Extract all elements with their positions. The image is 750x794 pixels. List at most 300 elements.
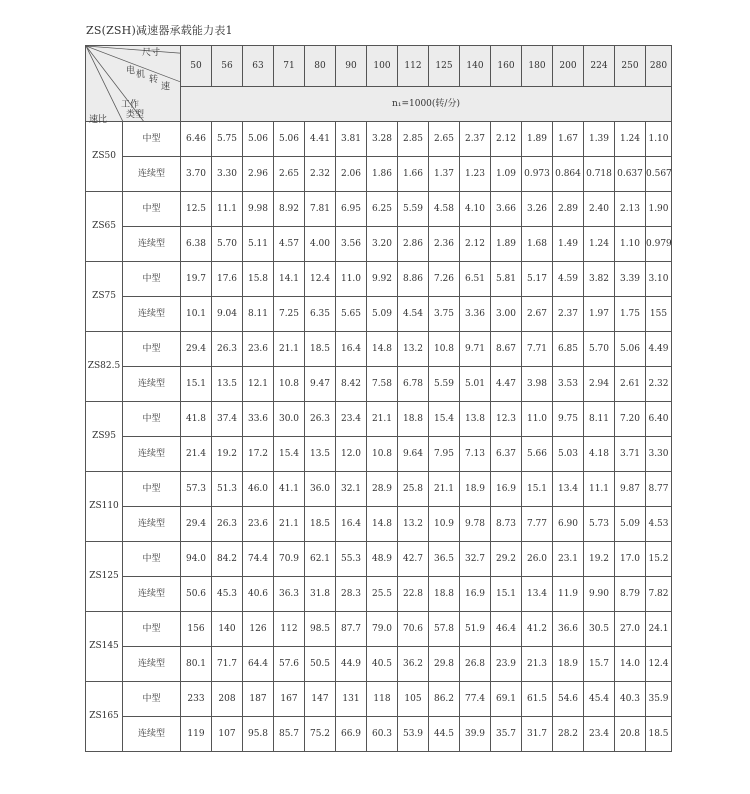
value-cell: 23.4	[584, 717, 615, 752]
value-cell: 5.59	[398, 192, 429, 227]
value-cell: 8.73	[491, 507, 522, 542]
value-cell: 112	[274, 612, 305, 647]
value-cell: 2.12	[460, 227, 491, 262]
value-cell: 3.53	[553, 367, 584, 402]
value-cell: 0.567	[646, 157, 672, 192]
value-cell: 7.20	[615, 402, 646, 437]
value-cell: 18.8	[429, 577, 460, 612]
type-cell: 连续型	[123, 227, 181, 262]
value-cell: 2.85	[398, 122, 429, 157]
value-cell: 15.1	[181, 367, 212, 402]
value-cell: 10.8	[367, 437, 398, 472]
value-cell: 31.7	[522, 717, 553, 752]
value-cell: 1.10	[615, 227, 646, 262]
value-cell: 1.37	[429, 157, 460, 192]
type-cell: 中型	[123, 262, 181, 297]
value-cell: 12.5	[181, 192, 212, 227]
value-cell: 15.1	[522, 472, 553, 507]
value-cell: 36.6	[553, 612, 584, 647]
size-header-cell: 160	[491, 46, 522, 87]
value-cell: 39.9	[460, 717, 491, 752]
table-row	[86, 437, 672, 472]
value-cell: 25.8	[398, 472, 429, 507]
value-cell: 51.3	[212, 472, 243, 507]
value-cell: 2.13	[615, 192, 646, 227]
size-header-cell: 71	[274, 46, 305, 87]
value-cell: 11.9	[553, 577, 584, 612]
value-cell: 23.1	[553, 542, 584, 577]
value-cell: 33.6	[243, 402, 274, 437]
value-cell: 80.1	[181, 647, 212, 682]
value-cell: 140	[212, 612, 243, 647]
value-cell: 12.4	[646, 647, 672, 682]
value-cell: 4.18	[584, 437, 615, 472]
value-cell: 8.77	[646, 472, 672, 507]
value-cell: 57.8	[429, 612, 460, 647]
value-cell: 0.718	[584, 157, 615, 192]
value-cell: 46.4	[491, 612, 522, 647]
table-row	[86, 682, 672, 717]
value-cell: 7.71	[522, 332, 553, 367]
value-cell: 9.71	[460, 332, 491, 367]
value-cell: 2.32	[646, 367, 672, 402]
value-cell: 5.01	[460, 367, 491, 402]
value-cell: 118	[367, 682, 398, 717]
value-cell: 5.73	[584, 507, 615, 542]
size-header-cell: 100	[367, 46, 398, 87]
value-cell: 1.66	[398, 157, 429, 192]
value-cell: 30.5	[584, 612, 615, 647]
value-cell: 16.9	[460, 577, 491, 612]
value-cell: 1.49	[553, 227, 584, 262]
value-cell: 9.78	[460, 507, 491, 542]
value-cell: 13.8	[460, 402, 491, 437]
value-cell: 48.9	[367, 542, 398, 577]
type-cell: 连续型	[123, 507, 181, 542]
value-cell: 23.6	[243, 332, 274, 367]
value-cell: 36.2	[398, 647, 429, 682]
value-cell: 26.3	[305, 402, 336, 437]
size-header-cell: 56	[212, 46, 243, 87]
type-cell: 连续型	[123, 577, 181, 612]
value-cell: 5.06	[274, 122, 305, 157]
table-row	[86, 402, 672, 437]
value-cell: 5.59	[429, 367, 460, 402]
value-cell: 119	[181, 717, 212, 752]
value-cell: 1.24	[584, 227, 615, 262]
value-cell: 22.8	[398, 577, 429, 612]
value-cell: 2.94	[584, 367, 615, 402]
value-cell: 44.9	[336, 647, 367, 682]
value-cell: 2.12	[491, 122, 522, 157]
value-cell: 66.9	[336, 717, 367, 752]
size-header-cell: 280	[646, 46, 672, 87]
value-cell: 37.4	[212, 402, 243, 437]
value-cell: 6.78	[398, 367, 429, 402]
value-cell: 18.9	[460, 472, 491, 507]
table-row	[86, 262, 672, 297]
value-cell: 46.0	[243, 472, 274, 507]
value-cell: 15.7	[584, 647, 615, 682]
value-cell: 9.87	[615, 472, 646, 507]
value-cell: 3.82	[584, 262, 615, 297]
type-cell: 中型	[123, 682, 181, 717]
value-cell: 28.2	[553, 717, 584, 752]
value-cell: 1.67	[553, 122, 584, 157]
value-cell: 16.4	[336, 332, 367, 367]
value-cell: 5.17	[522, 262, 553, 297]
type-cell: 连续型	[123, 437, 181, 472]
value-cell: 21.4	[181, 437, 212, 472]
value-cell: 12.0	[336, 437, 367, 472]
size-header-cell: 90	[336, 46, 367, 87]
value-cell: 14.0	[615, 647, 646, 682]
value-cell: 60.3	[367, 717, 398, 752]
value-cell: 5.09	[615, 507, 646, 542]
value-cell: 147	[305, 682, 336, 717]
value-cell: 2.61	[615, 367, 646, 402]
value-cell: 2.96	[243, 157, 274, 192]
value-cell: 3.66	[491, 192, 522, 227]
value-cell: 13.5	[212, 367, 243, 402]
value-cell: 5.66	[522, 437, 553, 472]
value-cell: 29.2	[491, 542, 522, 577]
value-cell: 6.38	[181, 227, 212, 262]
model-cell: ZS75	[86, 262, 123, 332]
value-cell: 26.8	[460, 647, 491, 682]
value-cell: 5.06	[615, 332, 646, 367]
value-cell: 23.6	[243, 507, 274, 542]
value-cell: 7.58	[367, 367, 398, 402]
value-cell: 18.8	[398, 402, 429, 437]
motor-speed-char: 机	[136, 70, 146, 80]
value-cell: 55.3	[336, 542, 367, 577]
value-cell: 7.95	[429, 437, 460, 472]
value-cell: 53.9	[398, 717, 429, 752]
value-cell: 18.5	[646, 717, 672, 752]
table-row	[86, 472, 672, 507]
value-cell: 0.973	[522, 157, 553, 192]
value-cell: 86.2	[429, 682, 460, 717]
value-cell: 2.89	[553, 192, 584, 227]
size-header-cell: 224	[584, 46, 615, 87]
value-cell: 6.95	[336, 192, 367, 227]
value-cell: 26.3	[212, 332, 243, 367]
value-cell: 3.98	[522, 367, 553, 402]
value-cell: 167	[274, 682, 305, 717]
value-cell: 69.1	[491, 682, 522, 717]
value-cell: 2.06	[336, 157, 367, 192]
model-cell: ZS65	[86, 192, 123, 262]
value-cell: 42.7	[398, 542, 429, 577]
value-cell: 12.1	[243, 367, 274, 402]
value-cell: 1.09	[491, 157, 522, 192]
value-cell: 0.864	[553, 157, 584, 192]
value-cell: 4.57	[274, 227, 305, 262]
value-cell: 85.7	[274, 717, 305, 752]
value-cell: 8.11	[243, 297, 274, 332]
value-cell: 1.97	[584, 297, 615, 332]
type-cell: 连续型	[123, 157, 181, 192]
value-cell: 29.8	[429, 647, 460, 682]
value-cell: 3.71	[615, 437, 646, 472]
value-cell: 8.79	[615, 577, 646, 612]
value-cell: 4.47	[491, 367, 522, 402]
value-cell: 1.24	[615, 122, 646, 157]
value-cell: 35.7	[491, 717, 522, 752]
value-cell: 6.51	[460, 262, 491, 297]
value-cell: 40.5	[367, 647, 398, 682]
value-cell: 25.5	[367, 577, 398, 612]
value-cell: 7.82	[646, 577, 672, 612]
value-cell: 9.92	[367, 262, 398, 297]
value-cell: 45.3	[212, 577, 243, 612]
value-cell: 4.00	[305, 227, 336, 262]
value-cell: 8.42	[336, 367, 367, 402]
value-cell: 3.36	[460, 297, 491, 332]
value-cell: 5.65	[336, 297, 367, 332]
value-cell: 107	[212, 717, 243, 752]
value-cell: 3.00	[491, 297, 522, 332]
value-cell: 19.2	[212, 437, 243, 472]
value-cell: 21.1	[274, 332, 305, 367]
value-cell: 14.8	[367, 332, 398, 367]
value-cell: 21.1	[274, 507, 305, 542]
value-cell: 77.4	[460, 682, 491, 717]
value-cell: 10.9	[429, 507, 460, 542]
table-row	[86, 332, 672, 367]
value-cell: 187	[243, 682, 274, 717]
value-cell: 14.1	[274, 262, 305, 297]
value-cell: 3.28	[367, 122, 398, 157]
type-cell: 连续型	[123, 367, 181, 402]
value-cell: 3.10	[646, 262, 672, 297]
value-cell: 1.39	[584, 122, 615, 157]
value-cell: 11.0	[522, 402, 553, 437]
value-cell: 15.8	[243, 262, 274, 297]
value-cell: 233	[181, 682, 212, 717]
value-cell: 5.11	[243, 227, 274, 262]
value-cell: 4.53	[646, 507, 672, 542]
model-cell: ZS165	[86, 682, 123, 752]
value-cell: 75.2	[305, 717, 336, 752]
value-cell: 23.4	[336, 402, 367, 437]
value-cell: 7.81	[305, 192, 336, 227]
type-cell: 连续型	[123, 297, 181, 332]
value-cell: 2.65	[274, 157, 305, 192]
value-cell: 50.5	[305, 647, 336, 682]
value-cell: 71.7	[212, 647, 243, 682]
value-cell: 79.0	[367, 612, 398, 647]
size-header-cell: 180	[522, 46, 553, 87]
model-cell: ZS50	[86, 122, 123, 192]
value-cell: 15.2	[646, 542, 672, 577]
work-type-label: 工作	[121, 100, 140, 110]
value-cell: 10.8	[274, 367, 305, 402]
value-cell: 74.4	[243, 542, 274, 577]
value-cell: 98.5	[305, 612, 336, 647]
value-cell: 9.64	[398, 437, 429, 472]
value-cell: 2.40	[584, 192, 615, 227]
value-cell: 36.3	[274, 577, 305, 612]
value-cell: 18.9	[553, 647, 584, 682]
value-cell: 70.9	[274, 542, 305, 577]
value-cell: 7.77	[522, 507, 553, 542]
value-cell: 13.2	[398, 332, 429, 367]
value-cell: 3.30	[212, 157, 243, 192]
value-cell: 208	[212, 682, 243, 717]
value-cell: 41.8	[181, 402, 212, 437]
size-header-cell: 200	[553, 46, 584, 87]
value-cell: 1.89	[491, 227, 522, 262]
value-cell: 1.86	[367, 157, 398, 192]
value-cell: 15.1	[491, 577, 522, 612]
value-cell: 21.1	[429, 472, 460, 507]
value-cell: 18.5	[305, 332, 336, 367]
value-cell: 6.46	[181, 122, 212, 157]
value-cell: 7.13	[460, 437, 491, 472]
value-cell: 3.26	[522, 192, 553, 227]
value-cell: 21.3	[522, 647, 553, 682]
page-title: ZS(ZSH)减速器承载能力表1	[86, 24, 233, 37]
table-row	[86, 507, 672, 542]
value-cell: 1.89	[522, 122, 553, 157]
table-row	[86, 577, 672, 612]
value-cell: 17.0	[615, 542, 646, 577]
value-cell: 29.4	[181, 507, 212, 542]
value-cell: 3.39	[615, 262, 646, 297]
value-cell: 10.8	[429, 332, 460, 367]
value-cell: 4.41	[305, 122, 336, 157]
value-cell: 35.9	[646, 682, 672, 717]
value-cell: 11.0	[336, 262, 367, 297]
value-cell: 20.8	[615, 717, 646, 752]
value-cell: 4.10	[460, 192, 491, 227]
ratio-label: 速比	[89, 115, 108, 125]
value-cell: 5.70	[212, 227, 243, 262]
value-cell: 24.1	[646, 612, 672, 647]
value-cell: 9.75	[553, 402, 584, 437]
speed-cell: n₁=1000(转/分)	[181, 87, 672, 122]
value-cell: 21.1	[367, 402, 398, 437]
value-cell: 8.67	[491, 332, 522, 367]
value-cell: 57.6	[274, 647, 305, 682]
motor-speed-char: 电	[126, 66, 136, 76]
value-cell: 26.3	[212, 507, 243, 542]
model-cell: ZS95	[86, 402, 123, 472]
value-cell: 6.90	[553, 507, 584, 542]
model-cell: ZS82.5	[86, 332, 123, 402]
value-cell: 13.2	[398, 507, 429, 542]
value-cell: 5.06	[243, 122, 274, 157]
value-cell: 19.2	[584, 542, 615, 577]
header-corner-cell	[86, 46, 181, 125]
work-type-label: 类型	[126, 110, 145, 120]
value-cell: 13.4	[522, 577, 553, 612]
type-cell: 连续型	[123, 717, 181, 752]
value-cell: 44.5	[429, 717, 460, 752]
value-cell: 9.90	[584, 577, 615, 612]
value-cell: 95.8	[243, 717, 274, 752]
table-row	[86, 612, 672, 647]
type-cell: 中型	[123, 472, 181, 507]
value-cell: 19.7	[181, 262, 212, 297]
value-cell: 126	[243, 612, 274, 647]
value-cell: 17.2	[243, 437, 274, 472]
value-cell: 4.59	[553, 262, 584, 297]
model-cell: ZS125	[86, 542, 123, 612]
value-cell: 5.75	[212, 122, 243, 157]
value-cell: 36.0	[305, 472, 336, 507]
value-cell: 9.04	[212, 297, 243, 332]
value-cell: 1.90	[646, 192, 672, 227]
type-cell: 中型	[123, 542, 181, 577]
value-cell: 4.54	[398, 297, 429, 332]
value-cell: 5.03	[553, 437, 584, 472]
value-cell: 12.3	[491, 402, 522, 437]
value-cell: 3.20	[367, 227, 398, 262]
value-cell: 6.37	[491, 437, 522, 472]
value-cell: 16.9	[491, 472, 522, 507]
value-cell: 1.23	[460, 157, 491, 192]
value-cell: 0.979	[646, 227, 672, 262]
model-cell: ZS110	[86, 472, 123, 542]
value-cell: 13.4	[553, 472, 584, 507]
value-cell: 155	[646, 297, 672, 332]
size-header-cell: 140	[460, 46, 491, 87]
value-cell: 14.8	[367, 507, 398, 542]
value-cell: 4.49	[646, 332, 672, 367]
value-cell: 11.1	[212, 192, 243, 227]
model-cell: ZS145	[86, 612, 123, 682]
size-header-cell: 125	[429, 46, 460, 87]
value-cell: 9.98	[243, 192, 274, 227]
motor-speed-char: 转	[149, 75, 159, 85]
value-cell: 7.25	[274, 297, 305, 332]
table-row	[86, 542, 672, 577]
value-cell: 8.11	[584, 402, 615, 437]
value-cell: 45.4	[584, 682, 615, 717]
value-cell: 28.3	[336, 577, 367, 612]
value-cell: 31.8	[305, 577, 336, 612]
value-cell: 2.86	[398, 227, 429, 262]
table-row	[86, 227, 672, 262]
value-cell: 15.4	[274, 437, 305, 472]
type-cell: 中型	[123, 402, 181, 437]
value-cell: 2.65	[429, 122, 460, 157]
size-header-row	[86, 46, 672, 87]
size-header-cell: 50	[181, 46, 212, 87]
value-cell: 23.9	[491, 647, 522, 682]
table-row	[86, 157, 672, 192]
value-cell: 15.4	[429, 402, 460, 437]
value-cell: 3.56	[336, 227, 367, 262]
value-cell: 11.1	[584, 472, 615, 507]
value-cell: 36.5	[429, 542, 460, 577]
table-row	[86, 647, 672, 682]
value-cell: 87.7	[336, 612, 367, 647]
value-cell: 12.4	[305, 262, 336, 297]
value-cell: 2.36	[429, 227, 460, 262]
value-cell: 70.6	[398, 612, 429, 647]
value-cell: 5.81	[491, 262, 522, 297]
value-cell: 0.637	[615, 157, 646, 192]
value-cell: 54.6	[553, 682, 584, 717]
size-header-cell: 80	[305, 46, 336, 87]
value-cell: 156	[181, 612, 212, 647]
value-cell: 28.9	[367, 472, 398, 507]
value-cell: 3.81	[336, 122, 367, 157]
